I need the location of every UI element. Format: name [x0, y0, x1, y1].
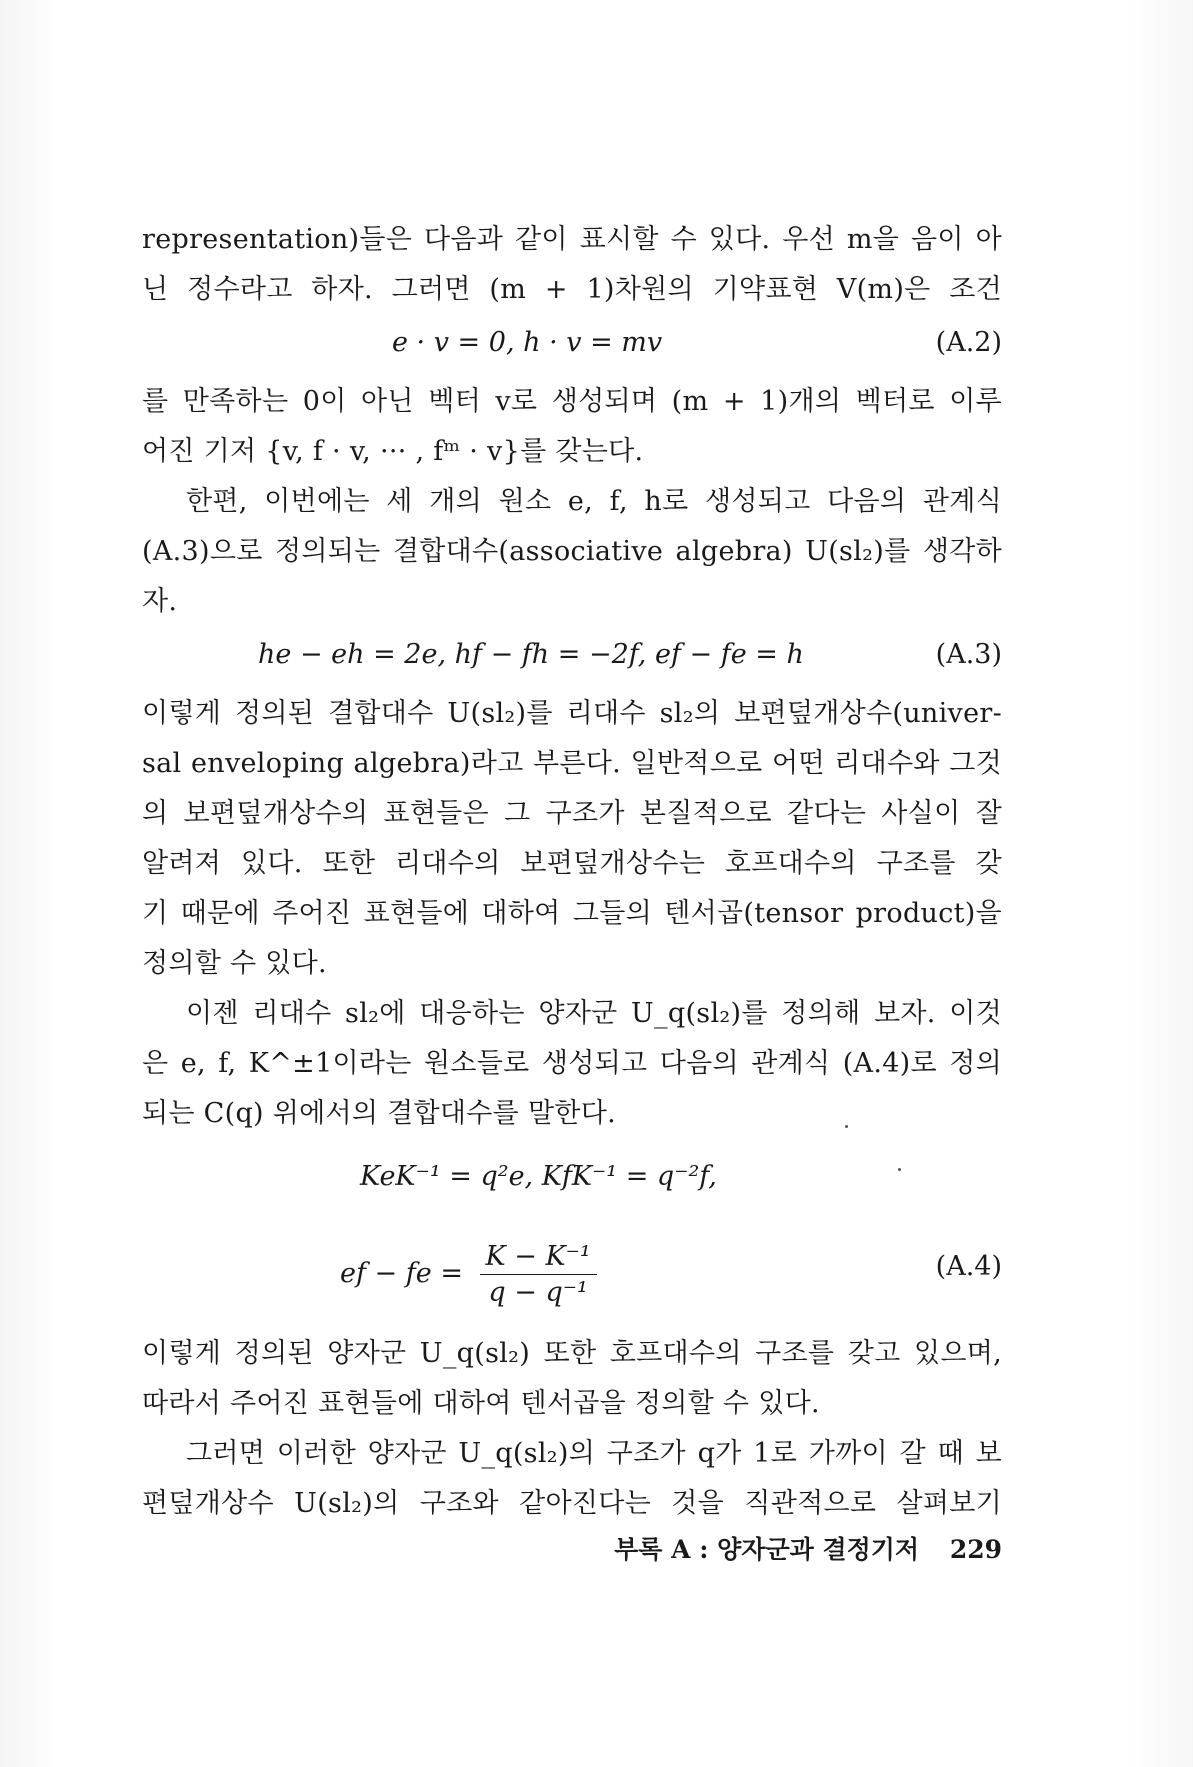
body-text — [142, 215, 1002, 1529]
equation-row: KeK⁻¹ = q²e, KfK⁻¹ = q⁻²f, — [360, 1161, 717, 1192]
running-footer — [600, 1530, 1002, 1566]
footer-title: 부록 A : 양자군과 결정기저 — [614, 1535, 920, 1564]
text-line: representation)들은 다음과 같이 표시할 수 있다. 우선 m을 음이 아 — [142, 224, 1002, 255]
fraction-numerator: K − K⁻¹ — [480, 1241, 597, 1275]
equation-a3 — [142, 627, 1002, 689]
text-line: sal enveloping algebra)라고 부른다. 일반적으로 어떤 리대수와 그것 — [142, 748, 1002, 779]
text-line: 이렇게 정의된 양자군 U_q(sl₂) 또한 호프대수의 구조를 갖고 있으며, — [142, 1338, 1002, 1369]
text-line: 닌 정수라고 하자. 그러면 (m + 1)차원의 기약표현 V(m)은 조건 — [142, 274, 1002, 305]
fraction — [480, 1241, 597, 1308]
text-line: 의 보편덮개상수의 표현들은 그 구조가 본질적으로 같다는 사실이 잘 — [142, 798, 1002, 829]
equation-number: (A.2) — [935, 327, 1002, 358]
page-number: 229 — [949, 1535, 1002, 1564]
text-line: 그러면 이러한 양자군 U_q(sl₂)의 구조가 q가 1로 가까이 갈 때 보 — [186, 1438, 1002, 1469]
text-line: 정의할 수 있다. — [142, 948, 327, 979]
equation-a4 — [142, 1139, 1002, 1329]
equation-number: (A.3) — [935, 639, 1002, 670]
text-line: (A.3)으로 정의되는 결합대수(associative algebra) U(sl₂)를 생각하 — [142, 536, 1002, 567]
scan-speck — [898, 1168, 901, 1171]
text-line: 기 때문에 주어진 표현들에 대하여 그들의 텐서곱(tensor product)을 — [142, 898, 1002, 929]
text-line: 를 만족하는 0이 아닌 벡터 v로 생성되며 (m + 1)개의 벡터로 이루 — [142, 386, 1002, 417]
text-line: 따라서 주어진 표현들에 대하여 텐서곱을 정의할 수 있다. — [142, 1388, 820, 1419]
equation-number: (A.4) — [935, 1251, 1002, 1282]
fraction-denominator: q − q⁻¹ — [488, 1277, 588, 1308]
equation-a2 — [142, 315, 1002, 377]
equation-expression: e · v = 0, h · v = mv — [392, 327, 663, 358]
text-line: 편덮개상수 U(sl₂)의 구조와 같아진다는 것을 직관적으로 살펴보기 — [142, 1488, 1002, 1519]
text-line: 한편, 이번에는 세 개의 원소 e, f, h로 생성되고 다음의 관계식 — [186, 486, 1002, 517]
equation-expression: he − eh = 2e, hf − fh = −2f, ef − fe = h — [258, 639, 804, 670]
text-line: 알려져 있다. 또한 리대수의 보편덮개상수는 호프대수의 구조를 갖 — [142, 848, 1002, 879]
text-line: 은 e, f, K^±1이라는 원소들로 생성되고 다음의 관계식 (A.4)로 정의 — [142, 1048, 1002, 1079]
equation-row — [340, 1241, 597, 1308]
text-line: 어진 기저 {v, f · v, ··· , fᵐ · v}를 갖는다. — [142, 436, 644, 467]
scan-speck — [845, 1125, 848, 1128]
text-line: 되는 C(q) 위에서의 결합대수를 말한다. — [142, 1098, 616, 1129]
equation-lhs: ef − fe = — [340, 1258, 463, 1289]
text-line: 이렇게 정의된 결합대수 U(sl₂)를 리대수 sl₂의 보편덮개상수(univer- — [142, 698, 1002, 729]
text-line: 자. — [142, 586, 178, 617]
text-line: 이젠 리대수 sl₂에 대응하는 양자군 U_q(sl₂)를 정의해 보자. 이것 — [186, 998, 1002, 1029]
